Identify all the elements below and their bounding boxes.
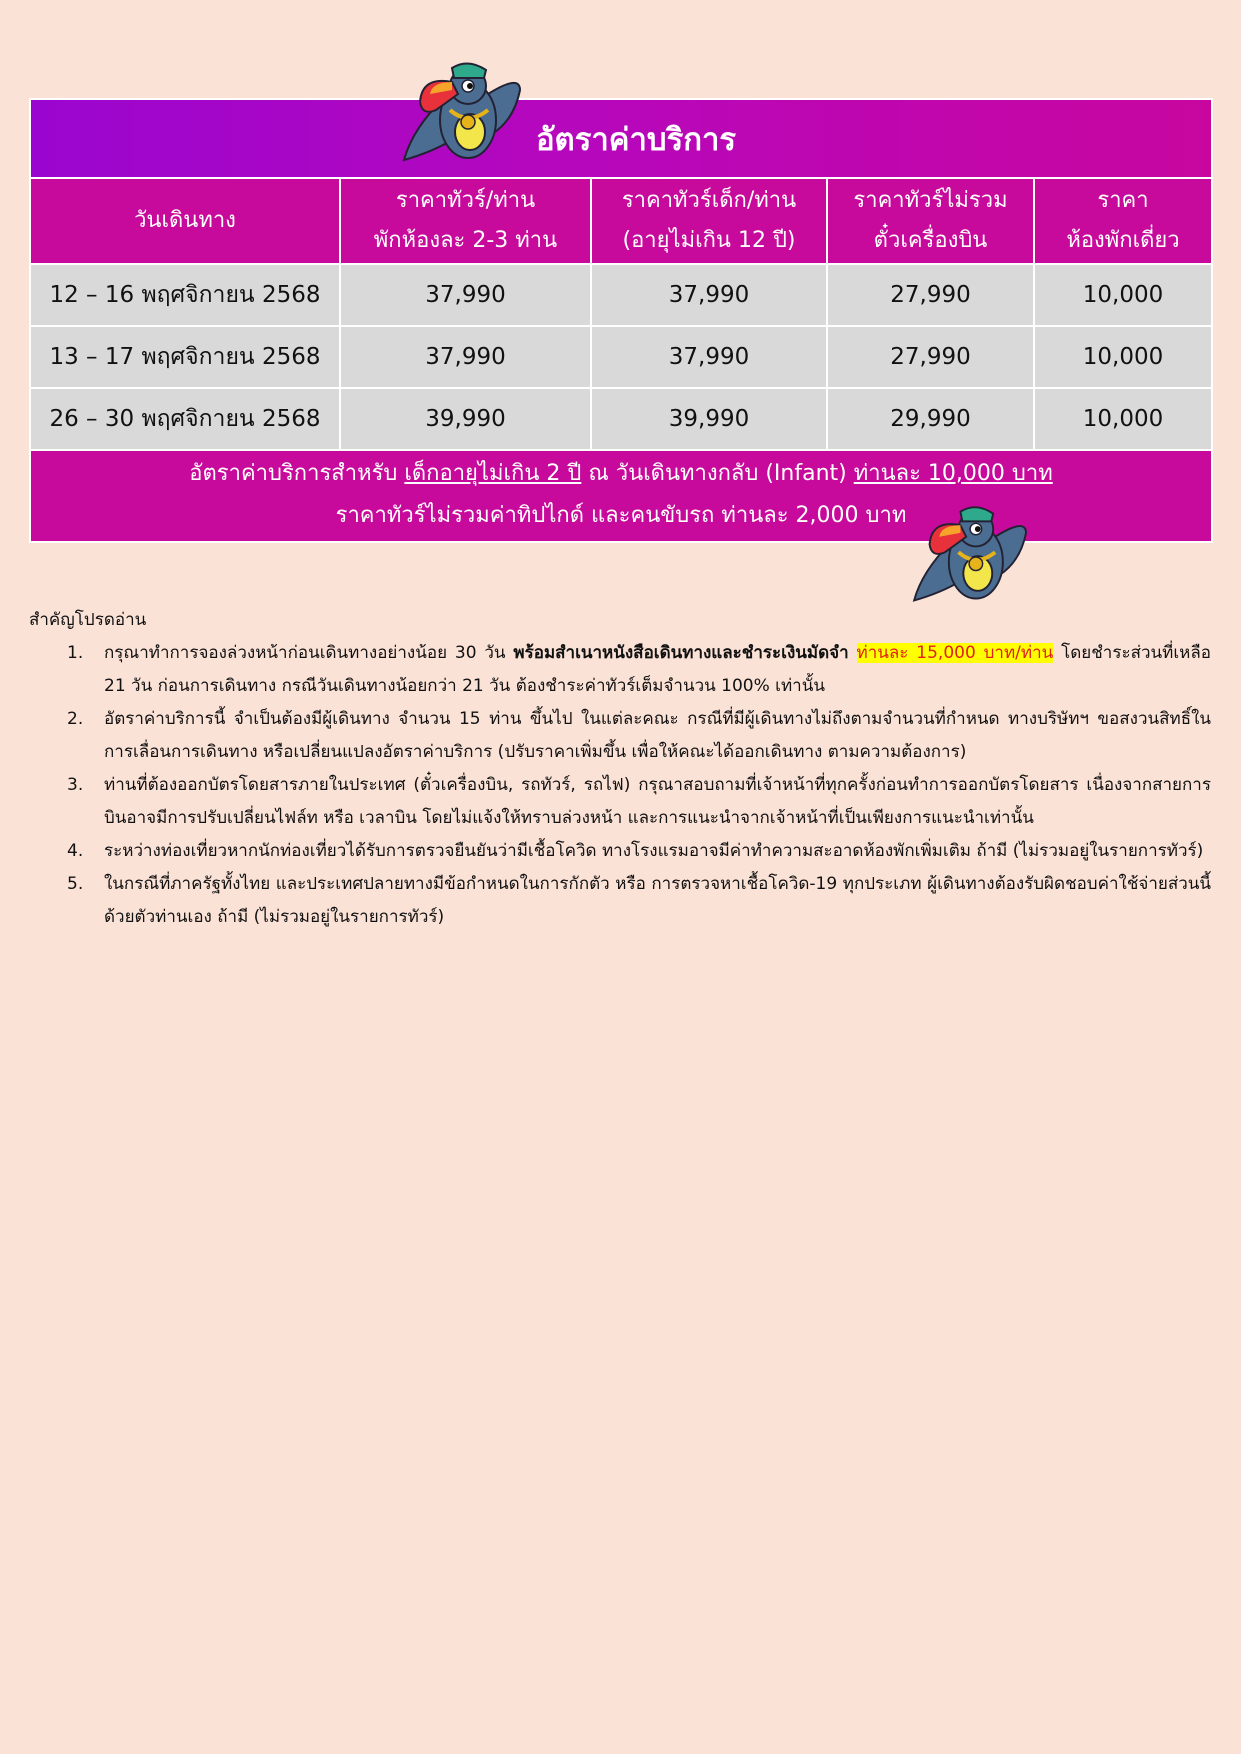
notes-heading: สำคัญโปรดอ่าน: [29, 610, 147, 630]
col-header-adult-price: ราคาทัวร์/ท่าน พักห้องละ 2-3 ท่าน: [340, 178, 591, 264]
toucan-mascot-icon: [912, 504, 1032, 612]
table-row: [30, 388, 1212, 450]
cell-child-price: 37,990: [591, 264, 827, 326]
footer-row: [30, 450, 1212, 542]
list-item: 3. ท่านที่ต้องออกบัตรโดยสารภายในประเทศ (ตั๋วเครื่องบิน, รถทัวร์, รถไฟ) กรุณาสอบถามที่เจ้าหน้าที่ทุกครั้งก่อนทำการออกบัตรโดยสาร เนื่องจากสายการบินอาจมีการปรับเปลี่ยนไฟล์ท หรือ เวลาบิน โดยไม่แจ้งให้ทราบล่วงหน้า และการแนะนำจากเจ้าหน้าที่เป็นเพียงการแนะนำเท่านั้น: [67, 775, 1211, 828]
notes-list: [29, 637, 1211, 934]
price-table: [29, 98, 1213, 543]
important-notes: [29, 604, 1211, 934]
cell-single-room: 10,000: [1034, 264, 1212, 326]
list-item: 2. อัตราค่าบริการนี้ จำเป็นต้องมีผู้เดินทาง จำนวน 15 ท่าน ขึ้นไป ในแต่ละคณะ กรณีที่มีผู้เดินทางไม่ถึงตามจำนวนที่กำหนด ทางบริษัทฯ ขอสงวนสิทธิ์ในการเลื่อนการเดินทาง หรือเปลี่ยนแปลงอัตราค่าบริการ (ปรับราคาเพิ่มขึ้น เพื่อให้คณะได้ออกเดินทาง ตามความต้องการ): [67, 709, 1211, 762]
cell-date: 12 – 16 พฤศจิกายน 2568: [30, 264, 340, 326]
cell-no-ticket-price: 27,990: [827, 264, 1034, 326]
infant-price-note: อัตราค่าบริการสำหรับ เด็กอายุไม่เกิน 2 ปี ณ วันเดินทางกลับ (Infant) ท่านละ 10,000 บาท: [189, 461, 1053, 486]
cell-adult-price: 37,990: [340, 326, 591, 388]
toucan-mascot-icon: [402, 60, 526, 172]
col-header-single-room: ราคา ห้องพักเดี่ยว: [1034, 178, 1212, 264]
deposit-highlight: ท่านละ 15,000 บาท/ท่าน: [856, 643, 1054, 663]
table-title: อัตราค่าบริการ: [30, 99, 1212, 178]
table-row: [30, 326, 1212, 388]
cell-single-room: 10,000: [1034, 388, 1212, 450]
list-item: 4. ระหว่างท่องเที่ยวหากนักท่องเที่ยวได้รับการตรวจยืนยันว่ามีเชื้อโควิด ทางโรงแรมอาจมีค่าทำความสะอาดห้องพักเพิ่มเติม ถ้ามี (ไม่รวมอยู่ในรายการทัวร์): [67, 841, 1204, 861]
col-header-date: วันเดินทาง: [30, 178, 340, 264]
table-footer: [30, 450, 1212, 542]
cell-no-ticket-price: 27,990: [827, 326, 1034, 388]
title-row: [30, 99, 1212, 178]
header-row: [30, 178, 1212, 264]
col-header-child-price: ราคาทัวร์เด็ก/ท่าน (อายุไม่เกิน 12 ปี): [591, 178, 827, 264]
cell-date: 26 – 30 พฤศจิกายน 2568: [30, 388, 340, 450]
list-item: 1. กรุณาทำการจองล่วงหน้าก่อนเดินทางอย่างน้อย 30 วัน พร้อมสำเนาหนังสือเดินทางและชำระเงินมัดจำ ท่านละ 15,000 บาท/ท่าน โดยชำระส่วนที่เหลือ 21 วัน ก่อนการเดินทาง กรณีวันเดินทางน้อยกว่า 21 วัน ต้องชำระค่าทัวร์เต็มจำนวน 100% เท่านั้น: [67, 643, 1211, 696]
cell-date: 13 – 17 พฤศจิกายน 2568: [30, 326, 340, 388]
cell-child-price: 39,990: [591, 388, 827, 450]
cell-child-price: 37,990: [591, 326, 827, 388]
list-item: 5. ในกรณีที่ภาครัฐทั้งไทย และประเทศปลายทางมีข้อกำหนดในการกักตัว หรือ การตรวจหาเชื้อโควิด-19 ทุกประเภท ผู้เดินทางต้องรับผิดชอบค่าใช้จ่ายส่วนนี้ด้วยตัวท่านเอง ถ้ามี (ไม่รวมอยู่ในรายการทัวร์): [67, 874, 1211, 927]
table-row: [30, 264, 1212, 326]
cell-single-room: 10,000: [1034, 326, 1212, 388]
cell-no-ticket-price: 29,990: [827, 388, 1034, 450]
tip-note: ราคาทัวร์ไม่รวมค่าทิปไกด์ และคนขับรถ ท่านละ 2,000 บาท: [335, 503, 907, 528]
cell-adult-price: 39,990: [340, 388, 591, 450]
col-header-no-ticket-price: ราคาทัวร์ไม่รวม ตั๋วเครื่องบิน: [827, 178, 1034, 264]
cell-adult-price: 37,990: [340, 264, 591, 326]
